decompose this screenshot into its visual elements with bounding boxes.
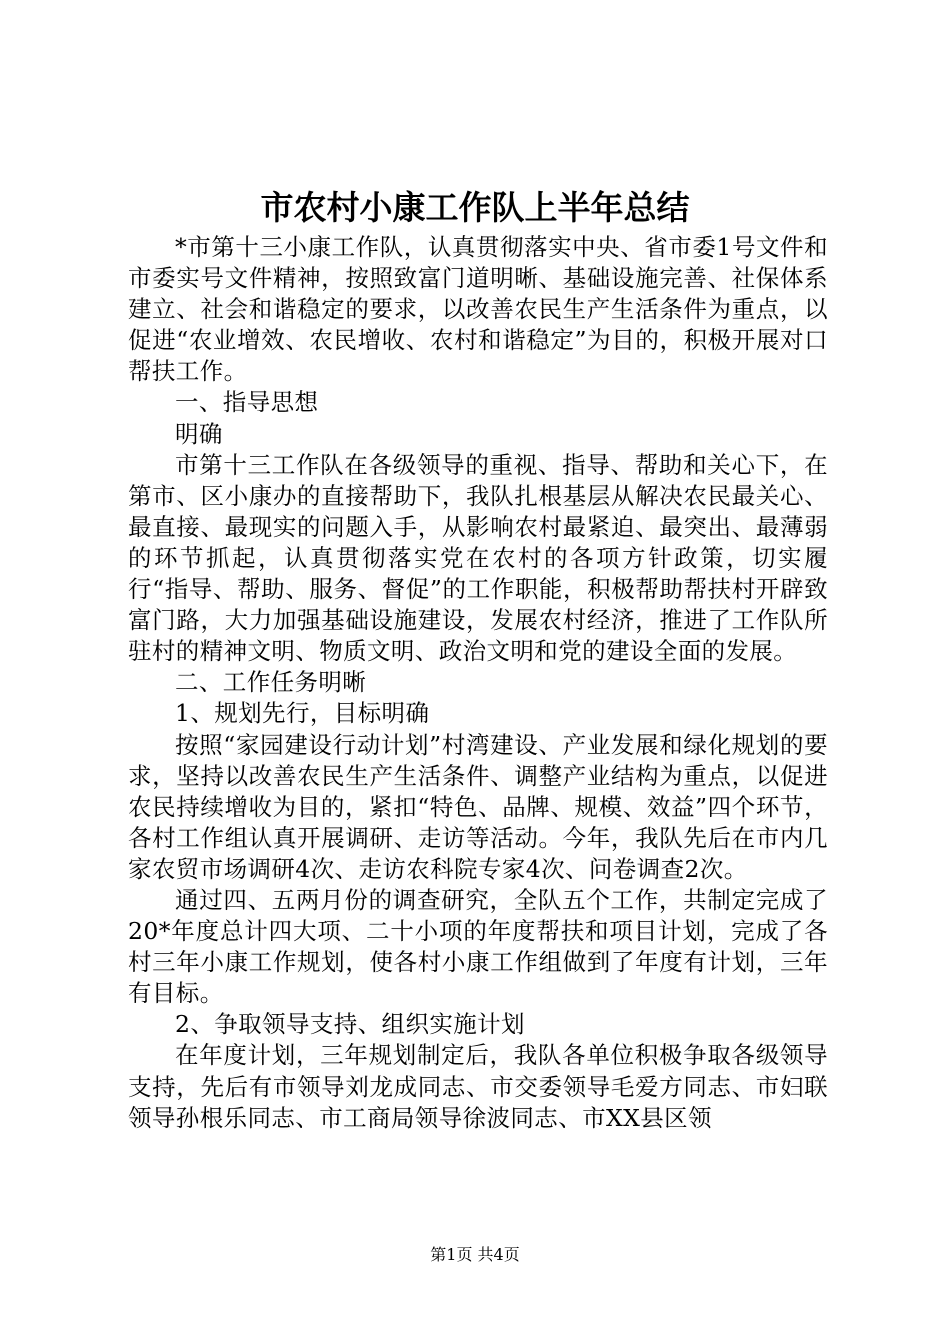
page-number-footer: 第1页 共4页 — [430, 1245, 520, 1264]
paragraph-team-work: 市第十三工作队在各级领导的重视、指导、帮助和关心下，在第市、区小康办的直接帮助下，我队扎根基层从解决农民最关心、最直接、最现实的问题入手，从影响农村最紧迫、最突出、最薄弱的环节抓起，认真贯彻落实党在农村的各项方针政策，切实履行“指导、帮助、服务、督促”的工作职能，积极帮助帮扶村开辟致富门路，大力加强基础设施建设，发展农村经济，推进了工作队所驻村的精神文明、物质文明、政治文明和党的建设全面的发展。 — [128, 450, 828, 666]
heading-work-tasks: 二、工作任务明晰 — [175, 668, 367, 697]
document-body — [128, 232, 828, 1134]
paragraph-leadership-support: 在年度计划，三年规划制定后，我队各单位积极争取各级领导支持，先后有市领导刘龙成同志、市交委领导毛爱方同志、市妇联领导孙根乐同志、市工商局领导徐波同志、市XX县区领 — [128, 1041, 828, 1132]
paragraph-clear: 明确 — [175, 419, 223, 448]
paragraph-research: 通过四、五两月份的调查研究，全队五个工作，共制定完成了20*年度总计四大项、二十小项的年度帮扶和项目计划，完成了各村三年小康工作规划，使各村小康工作组做到了年度有计划，三年有目标。 — [128, 885, 828, 1008]
subheading-planning: 1、规划先行，目标明确 — [175, 699, 430, 728]
heading-guiding-ideology: 一、指导思想 — [175, 388, 319, 417]
document-title: 市农村小康工作队上半年总结 — [260, 188, 690, 227]
paragraph-intro: *市第十三小康工作队，认真贯彻落实中央、省市委1号文件和市委实号文件精神，按照致富门道明晰、基础设施完善、社保体系建立、社会和谐稳定的要求，以改善农民生产生活条件为重点，以促进“农业增效、农民增收、农村和谐稳定”为目的，积极开展对口帮扶工作。 — [128, 233, 828, 386]
paragraph-planning: 按照“家园建设行动计划”村湾建设、产业发展和绿化规划的要求，坚持以改善农民生产生活条件、调整产业结构为重点，以促进农民持续增收为目的，紧扣“特色、品牌、规模、效益”四个环节，各村工作组认真开展调研、走访等活动。今年，我队先后在市内几家农贸市场调研4次、走访农科院专家4次、问卷调查2次。 — [128, 730, 828, 883]
subheading-leadership-support: 2、争取领导支持、组织实施计划 — [175, 1010, 525, 1039]
